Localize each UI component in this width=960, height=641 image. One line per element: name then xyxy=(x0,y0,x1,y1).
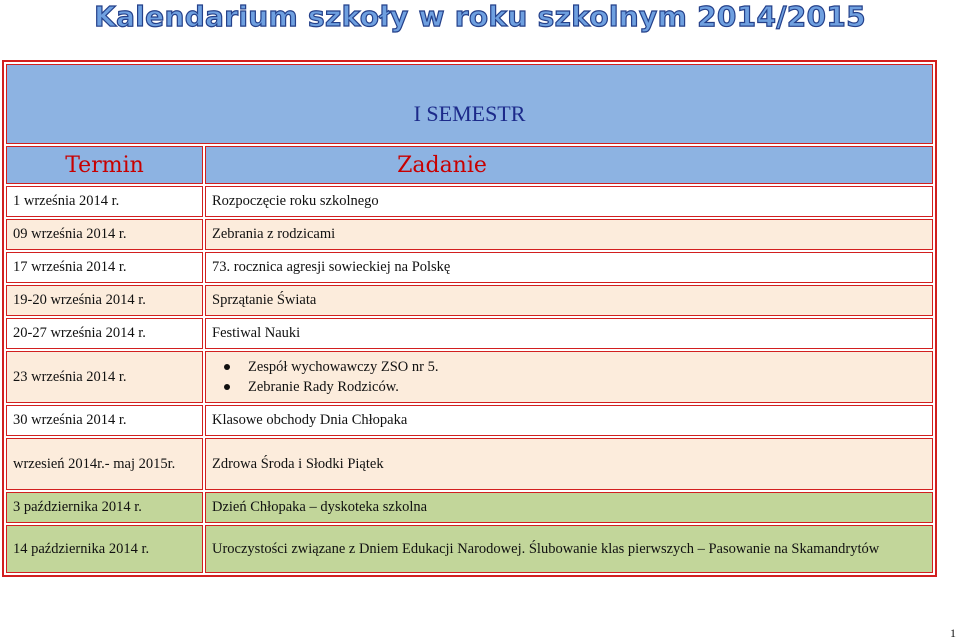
table-row xyxy=(6,186,933,217)
row-date: 19-20 września 2014 r. xyxy=(6,285,203,316)
row-task: Klasowe obchody Dnia Chłopaka xyxy=(205,405,933,436)
row-task: Rozpoczęcie roku szkolnego xyxy=(205,186,933,217)
row-date: 23 września 2014 r. xyxy=(6,351,203,403)
table-row xyxy=(6,405,933,436)
row-date: 30 września 2014 r. xyxy=(6,405,203,436)
row-date: wrzesień 2014r.- maj 2015r. xyxy=(6,438,203,490)
row-date: 20-27 września 2014 r. xyxy=(6,318,203,349)
table-row xyxy=(6,492,933,523)
row-task: 73. rocznica agresji sowieckiej na Polskę xyxy=(205,252,933,283)
table-row xyxy=(6,219,933,250)
calendar-table xyxy=(2,60,937,577)
semester-label: I SEMESTR xyxy=(6,64,933,144)
table-row xyxy=(6,252,933,283)
header-row xyxy=(6,146,933,184)
header-zadanie: Zadanie xyxy=(205,146,933,184)
row-date: 3 października 2014 r. xyxy=(6,492,203,523)
row-task: Zebrania z rodzicami xyxy=(205,219,933,250)
table-row xyxy=(6,438,933,490)
row-task-list xyxy=(205,351,933,403)
page-number: 1 xyxy=(950,626,956,640)
row-task: Zdrowa Środa i Słodki Piątek xyxy=(205,438,933,490)
table-row xyxy=(6,525,933,573)
row-date: 14 października 2014 r. xyxy=(6,525,203,573)
header-termin: Termin xyxy=(6,146,203,184)
table-row xyxy=(6,351,933,403)
page-title: Kalendarium szkoły w roku szkolnym 2014/2015 xyxy=(94,0,866,33)
row-task: Sprzątanie Świata xyxy=(205,285,933,316)
table-row xyxy=(6,285,933,316)
bullet-item: Zebranie Rady Rodziców. xyxy=(248,377,926,397)
row-task: Uroczystości związane z Dniem Edukacji Narodowej. Ślubowanie klas pierwszych – Pasowanie na Skamandrytów xyxy=(205,525,933,573)
row-date: 1 września 2014 r. xyxy=(6,186,203,217)
row-date: 17 września 2014 r. xyxy=(6,252,203,283)
table-row xyxy=(6,318,933,349)
bullet-item: Zespół wychowawczy ZSO nr 5. xyxy=(248,357,926,377)
semester-row xyxy=(6,64,933,144)
row-task: Festiwal Nauki xyxy=(205,318,933,349)
row-date: 09 września 2014 r. xyxy=(6,219,203,250)
row-task: Dzień Chłopaka – dyskoteka szkolna xyxy=(205,492,933,523)
